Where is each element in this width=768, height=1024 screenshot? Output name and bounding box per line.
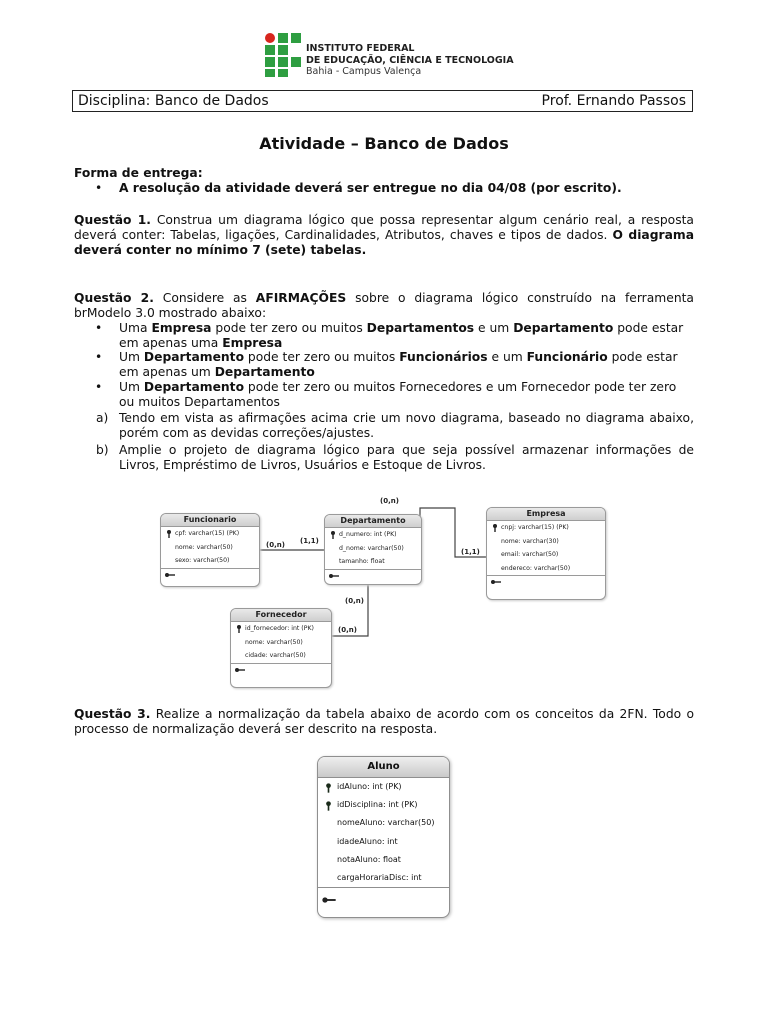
table-row	[318, 778, 449, 796]
table-empresa-row-3: endereco: varchar(50)	[501, 564, 571, 572]
key-icon	[236, 625, 242, 633]
question-1-text: Construa um diagrama lógico que possa representar algum cenário real, a resposta deverá conter: Tabelas, ligações, Cardinalidades, Atributos, chaves e tipos de dados.	[74, 213, 694, 242]
table-row	[487, 535, 605, 549]
delivery-item: A resolução da atividade deverá ser entregue no dia 04/08 (por escrito).	[119, 181, 622, 195]
table-empresa-row-2: email: varchar(50)	[501, 551, 559, 559]
delivery-label: Forma de entrega:	[74, 166, 203, 180]
table-aluno-title: Aluno	[318, 757, 449, 778]
discipline-label: Disciplina: Banco de Dados	[78, 93, 269, 109]
table-fornecedor-row-0: id_fornecedor: int (PK)	[245, 625, 314, 632]
s2-t7: Departamento	[214, 365, 315, 379]
key-icon	[330, 531, 336, 539]
s2-t5: Funcionário	[526, 350, 608, 364]
item-b-marker: b)	[96, 443, 109, 457]
s1-t6: pode estar em apenas uma	[119, 321, 684, 350]
item-b-text: Amplie o projeto de diagrama lógico para que seja possível armazenar informações de Livros, Empréstimo de Livros, Usuários e Estoque de Livros.	[119, 443, 694, 472]
table-departamento-row-1: d_nome: varchar(50)	[339, 544, 404, 552]
s1-t3: Departamentos	[366, 321, 475, 335]
question-2-label: Questão 2.	[74, 291, 154, 305]
table-fornecedor-row-1: nome: varchar(50)	[245, 638, 303, 646]
institution-line-3: Bahia - Campus Valença	[306, 66, 422, 77]
s2-t6: pode estar em apenas um	[119, 350, 678, 379]
table-row	[325, 542, 421, 556]
s1-t5: Departamento	[513, 321, 614, 335]
table-row	[487, 548, 605, 562]
s1-t4: e um	[474, 321, 514, 335]
s2-t3: Funcionários	[399, 350, 488, 364]
table-fornecedor-title: Fornecedor	[231, 609, 331, 622]
table-aluno-row-3: idadeAluno: int	[337, 836, 398, 846]
professor-label: Prof. Ernando Passos	[541, 93, 686, 109]
bullet-icon: •	[95, 321, 103, 335]
table-row	[318, 796, 449, 814]
table-departamento-row-0: d_numero: int (PK)	[339, 531, 397, 538]
table-footer	[318, 887, 449, 912]
page-title: Atividade – Banco de Dados	[259, 134, 509, 153]
bullet-icon: •	[95, 350, 103, 364]
table-row	[325, 555, 421, 569]
card-dept-emp-emp: (1,1)	[461, 548, 480, 556]
question-2-intro-a: Considere as	[162, 291, 247, 305]
institution-line-1: INSTITUTO FEDERAL	[306, 43, 415, 54]
s3-t1: Departamento	[143, 380, 245, 394]
table-aluno-row-2: nomeAluno: varchar(50)	[337, 818, 435, 828]
table-footer	[231, 663, 331, 677]
table-row	[231, 649, 331, 663]
s1-t7: Empresa	[222, 336, 283, 350]
item-a-text: Tendo em vista as afirmações acima crie um novo diagrama, baseado no diagrama abaixo, porém com as devidas correções/ajustes.	[119, 411, 694, 440]
table-footer	[487, 575, 605, 589]
key-icon	[165, 572, 175, 578]
table-row	[318, 869, 449, 887]
question-3	[74, 707, 694, 737]
key-icon	[235, 667, 245, 673]
question-1-requirement: O diagrama deverá conter no mínimo 7 (sete) tabelas.	[74, 228, 694, 257]
question-2-intro-c: sobre o diagrama lógico construído na ferramenta brModelo 3.0 mostrado abaixo:	[74, 291, 694, 320]
table-empresa	[486, 507, 606, 600]
table-funcionario-title: Funcionario	[161, 514, 259, 527]
table-empresa-row-1: nome: varchar(30)	[501, 537, 559, 545]
card-func-0n: (0,n)	[266, 541, 285, 549]
table-departamento-row-2: tamanho: float	[339, 558, 385, 566]
table-row	[487, 562, 605, 576]
key-icon	[491, 579, 501, 585]
table-aluno-row-0: idAluno: int (PK)	[337, 782, 402, 791]
card-func-11: (1,1)	[300, 537, 319, 545]
institution-line-2: DE EDUCAÇÃO, CIÊNCIA E TECNOLOGIA	[306, 54, 514, 66]
table-row	[318, 851, 449, 869]
table-funcionario-row-0: cpf: varchar(15) (PK)	[175, 530, 240, 537]
key-icon	[492, 524, 498, 532]
table-funcionario-row-2: sexo: varchar(50)	[175, 557, 230, 565]
table-empresa-row-0: cnpj: varchar(15) (PK)	[501, 524, 569, 531]
table-funcionario	[160, 513, 260, 587]
table-departamento	[324, 514, 422, 585]
key-icon	[322, 896, 336, 904]
table-aluno-row-4: notaAluno: float	[337, 854, 401, 864]
key-icon	[325, 801, 332, 811]
s2-t2: pode ter zero ou muitos	[244, 350, 400, 364]
table-row	[487, 521, 605, 535]
s2-t0: Um	[119, 350, 144, 364]
card-forn-b: (0,n)	[338, 626, 357, 634]
s1-t1: Empresa	[151, 321, 212, 335]
key-icon	[166, 530, 172, 538]
question-3-text: Realize a normalização da tabela abaixo de acordo com os conceitos da 2FN. Todo o processo de normalização deverá ser descrito na resposta.	[74, 707, 694, 736]
table-footer	[325, 569, 421, 583]
table-fornecedor-row-2: cidade: varchar(50)	[245, 652, 306, 660]
question-2-intro-b: AFIRMAÇÕES	[255, 291, 347, 305]
table-aluno	[317, 756, 450, 918]
table-row	[318, 814, 449, 832]
table-row	[161, 554, 259, 568]
item-a-marker: a)	[96, 411, 109, 425]
bullet-icon: •	[95, 181, 103, 195]
table-row	[318, 833, 449, 851]
s2-t4: e um	[487, 350, 527, 364]
table-departamento-title: Departamento	[325, 515, 421, 528]
key-icon	[329, 573, 339, 579]
table-footer	[161, 568, 259, 582]
question-3-label: Questão 3.	[74, 707, 151, 721]
s3-t0: Um	[119, 380, 144, 394]
s2-t1: Departamento	[143, 350, 245, 364]
table-row	[231, 622, 331, 636]
table-row	[325, 528, 421, 542]
table-row	[231, 636, 331, 650]
s1-t0: Uma	[119, 321, 152, 335]
table-fornecedor	[230, 608, 332, 688]
s1-t2: pode ter zero ou muitos	[211, 321, 367, 335]
bullet-icon: •	[95, 380, 103, 394]
key-icon	[325, 783, 332, 793]
card-forn-a: (0,n)	[345, 597, 364, 605]
table-row	[161, 541, 259, 555]
table-funcionario-row-1: nome: varchar(50)	[175, 543, 233, 551]
table-aluno-row-1: idDisciplina: int (PK)	[337, 800, 418, 810]
card-dept-emp-top: (0,n)	[380, 497, 399, 505]
table-row	[161, 527, 259, 541]
table-aluno-row-5: cargaHorariaDisc: int	[337, 873, 422, 883]
s3-t2: pode ter zero ou muitos Fornecedores e um Fornecedor pode ter zero ou muitos Departamentos	[119, 380, 677, 409]
question-1-label: Questão 1.	[74, 213, 151, 227]
table-empresa-title: Empresa	[487, 508, 605, 521]
